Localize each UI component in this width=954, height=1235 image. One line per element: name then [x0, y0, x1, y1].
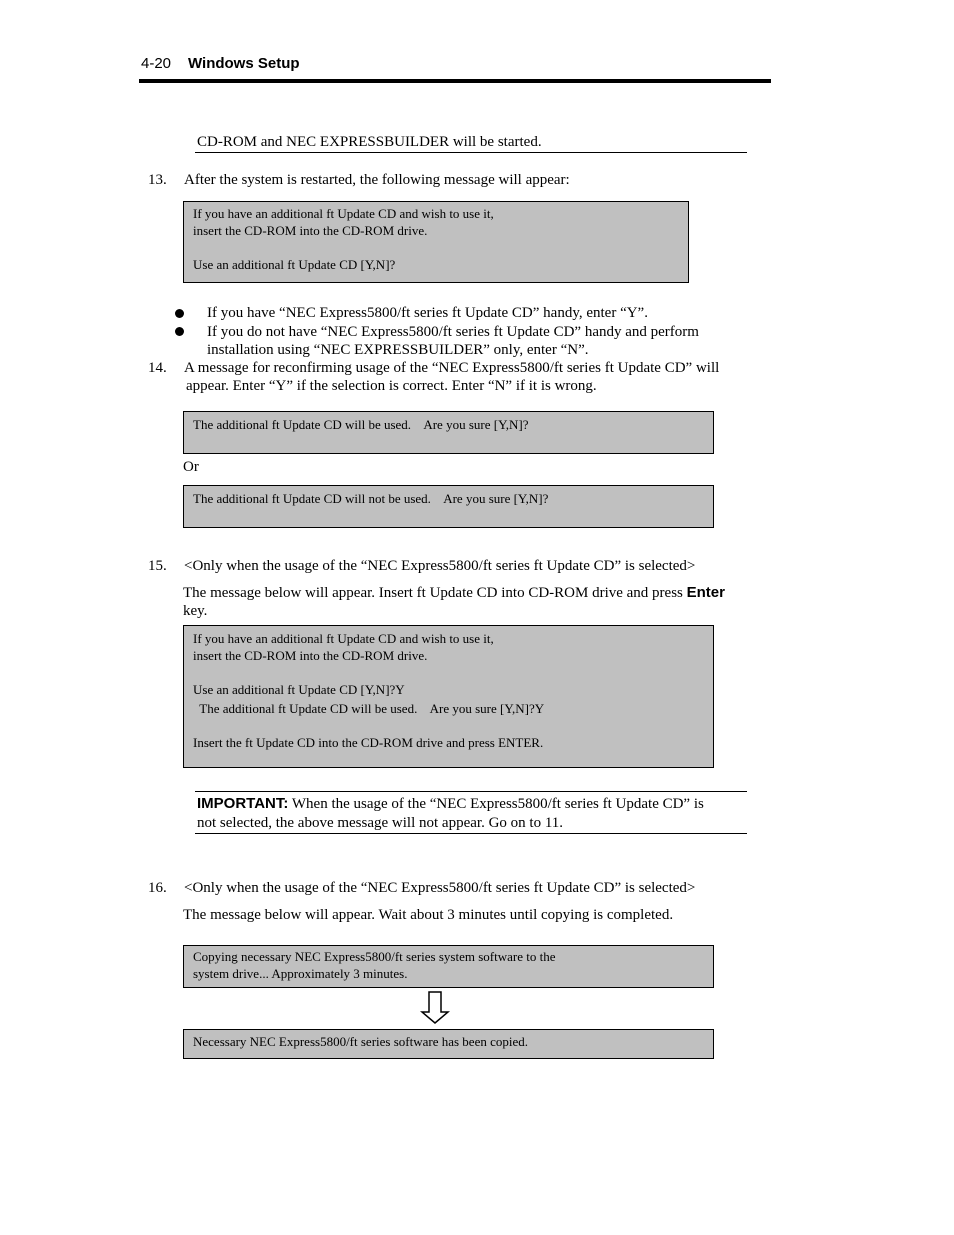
bullet-dot	[175, 327, 184, 336]
step-16-number: 16.	[148, 880, 167, 896]
important-bottom-rule	[195, 833, 747, 834]
continuation-rule	[195, 152, 747, 153]
section-title: Windows Setup	[188, 55, 300, 72]
message-line: Use an additional ft Update CD [Y,N]?	[193, 257, 396, 272]
step-15-desc	[183, 584, 725, 602]
bullet-item-n: If you do not have “NEC Express5800/ft series ft Update CD” handy and perform	[207, 324, 699, 340]
step-15-message-box	[183, 625, 714, 768]
step-14-confirm-box-no: The additional ft Update CD will not be used. Are you sure [Y,N]?	[183, 485, 714, 528]
bullet-item-n-cont: installation using “NEC EXPRESSBUILDER” only, enter “N”.	[207, 342, 589, 358]
continuation-text: CD-ROM and NEC EXPRESSBUILDER will be started.	[197, 134, 542, 150]
important-text: When the usage of the “NEC Express5800/ft series ft Update CD” is	[291, 796, 704, 812]
step-16-copying-box	[183, 945, 714, 988]
step-13-text: After the system is restarted, the following message will appear:	[184, 172, 570, 188]
important-top-rule	[195, 791, 747, 792]
step-15-desc-cont: key.	[183, 603, 208, 619]
enter-key-label: Enter	[686, 584, 725, 601]
important-note-line2: not selected, the above message will not appear. Go on to 11.	[197, 815, 564, 831]
message-line: Use an additional ft Update CD [Y,N]?Y	[193, 682, 405, 697]
step-13-message-box	[183, 201, 689, 283]
step-14-confirm-box-yes: The additional ft Update CD will be used. Are you sure [Y,N]?	[183, 411, 714, 454]
message-line: Copying necessary NEC Express5800/ft series system software to the	[193, 949, 556, 964]
step-15-number: 15.	[148, 558, 167, 574]
or-label: Or	[183, 459, 199, 475]
page-number: 4-20	[141, 55, 172, 72]
message-line: If you have an additional ft Update CD and wish to use it,	[193, 631, 494, 646]
step-15-desc-text: The message below will appear. Insert ft Update CD into CD-ROM drive and press	[183, 585, 687, 601]
message-line	[193, 239, 679, 256]
step-16-text: <Only when the usage of the “NEC Express5800/ft series ft Update CD” is selected>	[184, 880, 696, 896]
step-16-copied-box: Necessary NEC Express5800/ft series software has been copied.	[183, 1029, 714, 1059]
step-14-text-line2: appear. Enter “Y” if the selection is correct. Enter “N” if it is wrong.	[186, 378, 597, 394]
message-line: insert the CD-ROM into the CD-ROM drive.	[193, 648, 428, 663]
step-14-number: 14.	[148, 360, 167, 376]
message-line: system drive... Approximately 3 minutes.	[193, 966, 408, 981]
message-line: Insert the ft Update CD into the CD-ROM drive and press ENTER.	[193, 735, 544, 750]
header-rule	[139, 79, 771, 83]
bullet-item-y: If you have “NEC Express5800/ft series ft Update CD” handy, enter “Y”.	[207, 305, 648, 321]
important-label: IMPORTANT:	[197, 795, 289, 812]
message-line: If you have an additional ft Update CD and wish to use it,	[193, 206, 494, 221]
bullet-dot	[175, 309, 184, 318]
message-line	[193, 664, 704, 681]
arrow-down-icon	[420, 991, 450, 1025]
step-13-number: 13.	[148, 172, 167, 188]
important-note-line1	[197, 795, 704, 813]
message-line: insert the CD-ROM into the CD-ROM drive.	[193, 223, 428, 238]
step-14-text-line1: A message for reconfirming usage of the “NEC Express5800/ft series ft Update CD” will	[184, 360, 720, 376]
message-line	[193, 717, 704, 734]
step-15-text: <Only when the usage of the “NEC Express5800/ft series ft Update CD” is selected>	[184, 558, 696, 574]
step-16-desc: The message below will appear. Wait about 3 minutes until copying is completed.	[183, 907, 674, 923]
message-line: The additional ft Update CD will be used. Are you sure [Y,N]?Y	[193, 701, 545, 716]
